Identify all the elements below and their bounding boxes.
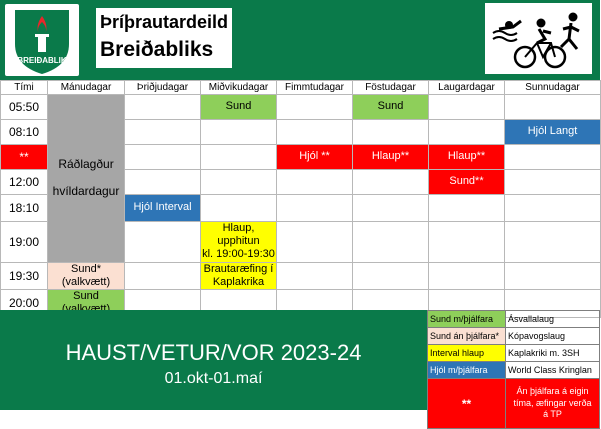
legend-value: World Class Kringlan	[506, 362, 600, 379]
saturday-run-cell: Hlaup**	[429, 145, 505, 170]
empty-cell	[201, 195, 277, 222]
empty-cell	[505, 145, 601, 170]
empty-cell	[429, 222, 505, 263]
rest-day-line2: hvíldardagur	[52, 184, 120, 199]
legend-table	[427, 310, 600, 429]
legend-row	[428, 311, 600, 328]
legend-row	[428, 379, 600, 429]
empty-cell	[429, 95, 505, 120]
empty-cell	[277, 262, 353, 289]
empty-cell	[429, 120, 505, 145]
optional-swim-line1: Sund*	[71, 262, 101, 275]
empty-cell	[201, 145, 277, 170]
saturday-swim-cell: Sund**	[429, 170, 505, 195]
page-title-line2: Breiðabliks	[100, 38, 214, 61]
friday-swim-cell: Sund	[353, 95, 429, 120]
time-column-header: Tími	[1, 81, 48, 95]
empty-cell	[277, 222, 353, 263]
time-cell: 05:50	[1, 95, 48, 120]
empty-cell	[353, 170, 429, 195]
header-banner	[0, 0, 600, 80]
empty-cell	[125, 145, 201, 170]
table-row	[1, 262, 601, 289]
empty-cell	[353, 120, 429, 145]
empty-cell	[125, 262, 201, 289]
day-header-monday: Mánudagar	[48, 81, 125, 95]
warmup-line1: Hlaup, upphitun	[217, 222, 260, 248]
empty-cell	[353, 222, 429, 263]
empty-cell	[125, 95, 201, 120]
legend-key: Sund m/þjálfara	[428, 311, 506, 328]
optional-swim-line2: (valkvætt)	[61, 275, 111, 288]
empty-cell	[277, 195, 353, 222]
triathlon-image	[485, 3, 592, 74]
warmup-line2: kl. 19:00-19:30	[202, 248, 275, 261]
legend-row	[428, 345, 600, 362]
empty-cell	[353, 262, 429, 289]
empty-cell	[277, 120, 353, 145]
day-header-friday: Föstudagar	[353, 81, 429, 95]
track-line2: Kaplakrika	[212, 275, 265, 288]
title-box	[96, 8, 232, 68]
table-row	[1, 95, 601, 120]
empty-cell	[353, 195, 429, 222]
time-cell: 19:30	[1, 262, 48, 289]
track-line1: Brautaræfing í	[203, 262, 274, 275]
day-header-sunday: Sunnudagar	[505, 81, 601, 95]
empty-cell	[505, 195, 601, 222]
season-dates: 01.okt-01.maí	[164, 370, 263, 387]
wednesday-track-cell	[201, 262, 277, 289]
coached-swim-line1: Sund	[73, 290, 99, 303]
page-title-line1: Þríþrautardeild	[100, 12, 229, 32]
empty-cell	[429, 195, 505, 222]
empty-cell	[505, 222, 601, 263]
empty-cell	[125, 120, 201, 145]
monday-rest-day-cell	[48, 95, 125, 263]
legend-key: Interval hlaup	[428, 345, 506, 362]
time-cell: 20:00	[1, 289, 48, 317]
empty-cell	[201, 170, 277, 195]
day-header-tuesday: Þriðjudagar	[125, 81, 201, 95]
legend-key: Hjól m/þjálfara	[428, 362, 506, 379]
empty-cell	[277, 170, 353, 195]
empty-cell	[277, 95, 353, 120]
empty-cell	[505, 262, 601, 289]
torch-shield-icon	[5, 4, 79, 76]
legend-value-unsupervised	[506, 379, 600, 429]
time-cell: 08:10	[1, 120, 48, 145]
time-cell: 18:10	[1, 195, 48, 222]
legend-row	[428, 328, 600, 345]
time-cell: 12:00	[1, 170, 48, 195]
wednesday-swim-cell: Sund	[201, 95, 277, 120]
time-cell-unsupervised: **	[1, 145, 48, 170]
legend-value: Kaplakriki m. 3SH	[506, 345, 600, 362]
empty-cell	[201, 120, 277, 145]
empty-cell	[125, 222, 201, 263]
legend-note-line1: Án þjálfara á eigin	[516, 385, 589, 396]
legend-note-line3: á TP	[543, 409, 562, 420]
thursday-bike-cell: Hjól **	[277, 145, 353, 170]
legend-value: Kópavogslaug	[506, 328, 600, 345]
legend-row	[428, 362, 600, 379]
empty-cell	[429, 262, 505, 289]
empty-cell	[505, 170, 601, 195]
season-banner	[0, 310, 427, 410]
rest-day-line1: Ráðlagður	[58, 156, 114, 171]
wednesday-warmup-run-cell	[201, 222, 277, 263]
legend-value: Ásvallalaug	[506, 311, 600, 328]
legend-note-line2: tíma, æfingar verða	[513, 397, 592, 408]
friday-run-cell: Hlaup**	[353, 145, 429, 170]
time-cell: 19:00	[1, 222, 48, 263]
sunday-long-bike-cell: Hjól Langt	[505, 120, 601, 145]
empty-cell	[505, 95, 601, 120]
header-row	[1, 81, 601, 95]
monday-optional-swim-cell	[48, 262, 125, 289]
logo-text: BREIÐABLIK	[17, 56, 67, 65]
legend-key: **	[428, 379, 506, 429]
legend-key: Sund án þjálfara*	[428, 328, 506, 345]
club-logo	[5, 4, 79, 76]
day-header-thursday: Fimmtudagar	[277, 81, 353, 95]
schedule-table	[0, 80, 601, 318]
day-header-wednesday: Miðvikudagar	[201, 81, 277, 95]
season-title: HAUST/VETUR/VOR 2023-24	[65, 340, 362, 365]
day-header-saturday: Laugardagar	[429, 81, 505, 95]
empty-cell	[125, 170, 201, 195]
triathlon-swim-bike-run-icon	[485, 3, 592, 74]
tuesday-interval-bike-cell: Hjól Interval	[125, 195, 201, 222]
